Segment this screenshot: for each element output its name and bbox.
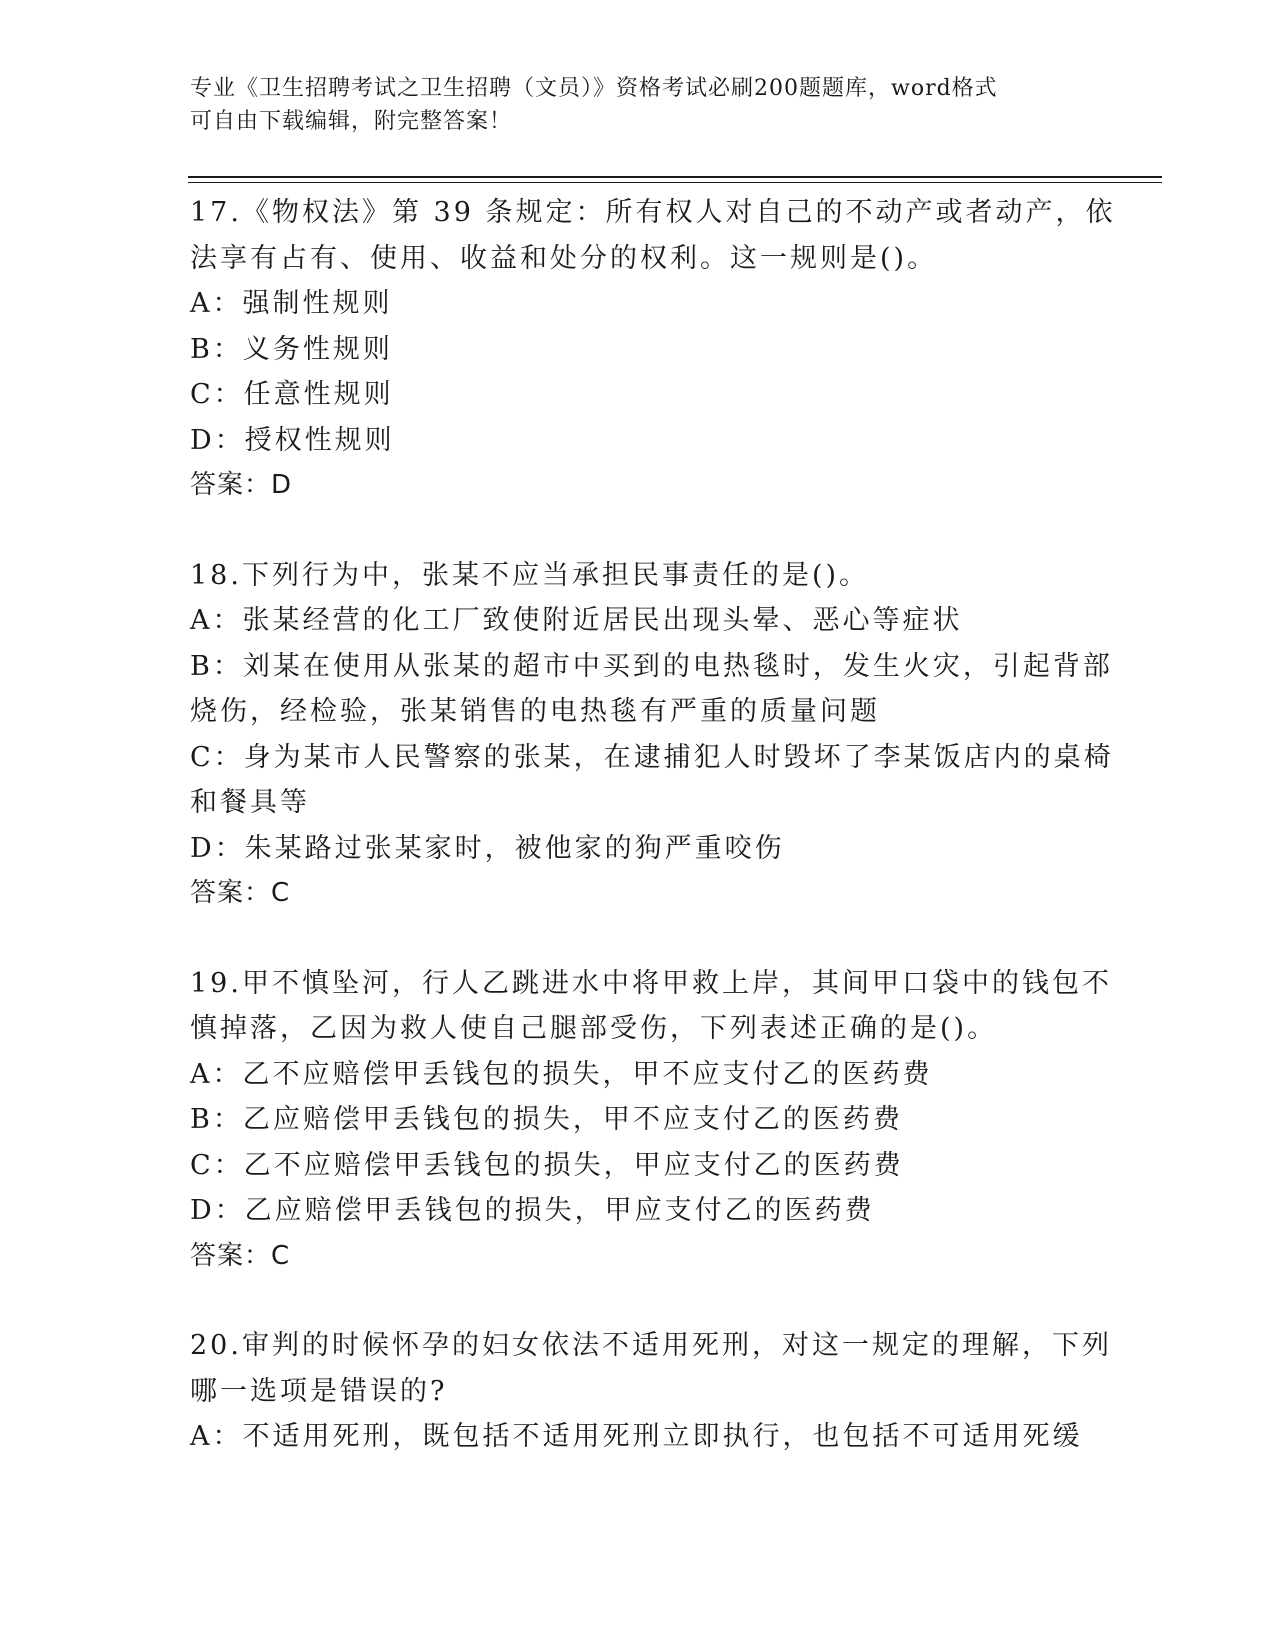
option-b-continued: 烧伤，经检验，张某销售的电热毯有严重的质量问题 xyxy=(190,696,880,727)
question-stem-line: 慎掉落，乙因为救人使自己腿部受伤，下列表述正确的是()。 xyxy=(190,1013,998,1044)
question-19 xyxy=(190,961,1112,1280)
option-a: A：不适用死刑，既包括不适用死刑立即执行，也包括不可适用死缓 xyxy=(190,1421,1083,1452)
header-line-1: 专业《卫生招聘考试之卫生招聘（文员）》资格考试必刷200题题库，word格式 xyxy=(190,76,998,101)
question-stem-line: 17.《物权法》第 39 条规定：所有权人对自己的不动产或者动产，依 xyxy=(190,197,1116,228)
header-line-2: 可自由下载编辑，附完整答案！ xyxy=(190,109,513,134)
option-c: C：身为某市人民警察的张某，在逮捕犯人时毁坏了李某饭店内的桌椅 xyxy=(190,741,1114,773)
option-a: A：乙不应赔偿甲丢钱包的损失，甲不应支付乙的医药费 xyxy=(190,1058,933,1090)
option-b: B：义务性规则 xyxy=(190,333,393,365)
option-d: D：朱某路过张某家时，被他家的狗严重咬伤 xyxy=(190,832,785,864)
option-c: C：任意性规则 xyxy=(190,379,394,410)
option-c: C：乙不应赔偿甲丢钱包的损失，甲应支付乙的医药费 xyxy=(190,1149,904,1181)
option-d: D：授权性规则 xyxy=(190,424,395,456)
option-c-continued: 和餐具等 xyxy=(190,787,310,818)
option-a: A：强制性规则 xyxy=(190,288,393,319)
question-stem-line: 18.下列行为中，张某不应当承担民事责任的是()。 xyxy=(190,559,870,591)
option-a: A：张某经营的化工厂致使附近居民出现头晕、恶心等症状 xyxy=(190,605,963,636)
option-d: D：乙应赔偿甲丢钱包的损失，甲应支付乙的医药费 xyxy=(190,1195,875,1226)
question-stem-line: 法享有占有、使用、收益和处分的权利。这一规则是()。 xyxy=(190,242,938,274)
option-b: B：乙应赔偿甲丢钱包的损失，甲不应支付乙的医药费 xyxy=(190,1104,903,1135)
question-17 xyxy=(190,190,1116,509)
header-divider-thin xyxy=(188,182,1162,183)
answer-line: 答案：C xyxy=(190,878,291,908)
question-20 xyxy=(190,1323,1112,1460)
question-18 xyxy=(190,553,1114,917)
document-header xyxy=(190,72,1090,138)
header-divider-thick xyxy=(188,176,1162,178)
option-b: B：刘某在使用从张某的超市中买到的电热毯时，发生火灾，引起背部 xyxy=(190,650,1113,682)
question-list xyxy=(190,190,1116,1504)
question-stem-line: 哪一选项是错误的? xyxy=(190,1375,448,1407)
question-stem-line: 20.审判的时候怀孕的妇女依法不适用死刑，对这一规定的理解，下列 xyxy=(190,1330,1112,1361)
answer-line: 答案：C xyxy=(190,1240,291,1271)
answer-line: 答案：D xyxy=(190,470,293,500)
question-stem-line: 19.甲不慎坠河，行人乙跳进水中将甲救上岸，其间甲口袋中的钱包不 xyxy=(190,967,1112,999)
